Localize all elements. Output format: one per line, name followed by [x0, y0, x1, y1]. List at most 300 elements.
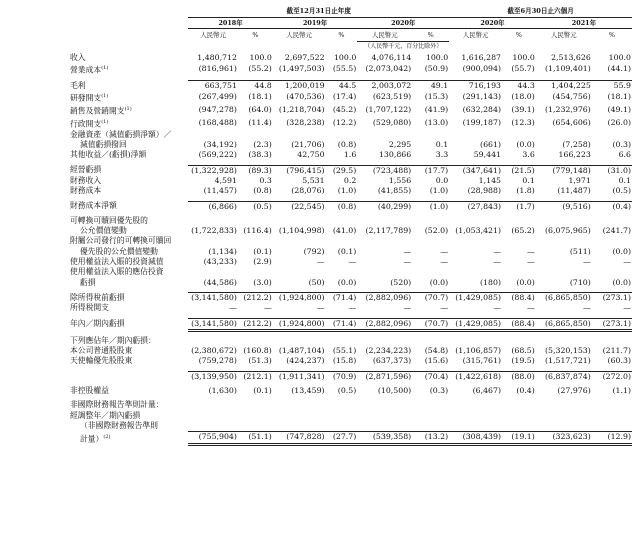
row-label-text: 所得稅開支: [70, 303, 109, 313]
percent-cell: (55.1): [332, 346, 357, 356]
row-label-text: 研發開支: [70, 93, 102, 103]
amount-cell: —: [493, 303, 501, 313]
amount-cell: (2,871,596): [357, 371, 412, 382]
percent-cell: 1.6: [343, 150, 357, 160]
amount-cell: (710): [569, 277, 591, 287]
year-header: 2018年: [188, 18, 272, 29]
amount-cell: (1,429,085): [449, 318, 502, 330]
amount-cell: [449, 421, 502, 432]
header-year-row: [70, 18, 632, 29]
row-label: [70, 201, 188, 212]
percent-cell: (0.3): [429, 385, 449, 395]
amount-cell: (11,457): [203, 186, 237, 196]
percent-cell: (0.0): [337, 277, 357, 287]
amount-cell: 1,145: [478, 175, 501, 185]
amount-cell: 2,295: [388, 140, 412, 150]
percent-cell: (70.7): [412, 292, 449, 303]
percent-cell: (2.9): [253, 257, 272, 267]
percent-cell: (60.3): [607, 356, 631, 366]
amount-cell: 1,200,019: [273, 80, 326, 91]
row-label: [70, 292, 188, 303]
amount-cell: (28,988): [467, 186, 501, 196]
row-label-text: 經調整年／期內虧損: [70, 410, 141, 420]
amount-cell: —: [493, 246, 501, 256]
percent-cell: 100.0: [608, 52, 631, 62]
amount-cell: (1,429,085): [449, 292, 502, 303]
header-unit-row: [70, 29, 632, 42]
amount-cell: (308,439): [449, 432, 502, 445]
unit-rmb: 人民幣元: [200, 31, 226, 40]
amount-cell: (520): [390, 277, 412, 287]
amount-cell: 1,404,225: [536, 80, 592, 91]
row-label: [70, 91, 188, 104]
percent-cell: (70.7): [412, 318, 449, 330]
table-row: [70, 421, 632, 432]
year-header: 2020年: [449, 18, 536, 29]
half-year-group-header: 截至6月30日止六個月: [449, 6, 632, 18]
table-row: [70, 186, 632, 196]
percent-cell: (0.8): [326, 201, 358, 212]
percent-cell: (212.2): [238, 318, 273, 330]
unit-rmb: 人民幣元: [462, 31, 489, 40]
percent-cell: (1.1): [612, 385, 631, 395]
amount-cell: [536, 130, 592, 140]
amount-cell: (2,380,672): [191, 346, 237, 356]
percent-cell: (68.5): [511, 346, 535, 356]
percent-cell: (241.7): [602, 226, 631, 236]
row-label-text: 其他收益／(虧損)淨額: [70, 150, 147, 160]
amount-cell: [536, 267, 592, 277]
row-label-text: 毛利: [70, 80, 86, 90]
percent-cell: (13.2): [412, 432, 449, 445]
percent-cell: (18.1): [248, 92, 272, 102]
amount-cell: (661): [480, 140, 501, 150]
amount-cell: 4,591: [214, 175, 237, 185]
percent-cell: (0.5): [337, 385, 357, 395]
percent-cell: (64.0): [248, 105, 272, 115]
percent-cell: (15.6): [424, 356, 449, 366]
amount-cell: (1,924,800): [273, 292, 326, 303]
amount-cell: (7,258): [562, 140, 591, 150]
percent-cell: [412, 267, 449, 277]
amount-cell: 2,697,522: [284, 52, 325, 62]
percent-cell: (65.2): [511, 226, 535, 236]
amount-cell: (792): [303, 246, 325, 256]
amount-cell: (3,141,580): [188, 292, 238, 303]
percent-cell: [502, 130, 536, 140]
amount-cell: (6,075,965): [545, 226, 591, 236]
percent-cell: (21.5): [502, 165, 536, 176]
percent-cell: (88.4): [502, 292, 536, 303]
percent-cell: (0.1): [337, 246, 357, 256]
row-label: [70, 80, 188, 91]
percent-cell: [238, 267, 273, 277]
percent-cell: [412, 400, 449, 410]
percent-cell: (31.0): [592, 165, 632, 176]
footnote-marker: (2): [103, 433, 111, 440]
amount-cell: (6,865,850): [536, 292, 592, 303]
percent-cell: 3.6: [522, 150, 535, 160]
percent-cell: (1.0): [412, 201, 449, 212]
amount-cell: (3,141,580): [188, 318, 238, 330]
footnote-marker: (1): [124, 105, 132, 112]
percent-cell: (1.0): [337, 186, 357, 196]
amount-cell: (315,761): [462, 356, 501, 366]
amount-cell: —: [582, 303, 591, 313]
amount-cell: (328,238): [286, 118, 325, 128]
table-row: [70, 226, 632, 236]
amount-cell: (539,358): [357, 432, 412, 445]
amount-cell: 1,556: [388, 175, 412, 185]
amount-cell: 1,616,287: [461, 52, 501, 62]
amount-cell: (723,488): [357, 165, 412, 176]
amount-cell: —: [316, 257, 325, 267]
amount-cell: [449, 236, 502, 246]
percent-cell: (55.5): [332, 64, 357, 74]
percent-cell: [326, 421, 358, 432]
amount-cell: (6,837,874): [536, 371, 592, 382]
amount-cell: (2,073,042): [365, 64, 412, 74]
row-label: [70, 216, 188, 226]
amount-cell: (27,843): [449, 201, 502, 212]
amount-cell: —: [582, 257, 591, 267]
table-row: [70, 236, 632, 246]
unit-pct: %: [252, 31, 259, 40]
percent-cell: 0.1: [435, 140, 449, 150]
unit-note: （人民幣千元，百分比除外）: [357, 42, 449, 53]
amount-cell: [188, 267, 238, 277]
row-label-text: 財務成本淨額: [70, 201, 117, 211]
percent-cell: [502, 236, 536, 246]
table-row: [70, 176, 632, 186]
percent-cell: (29.5): [326, 165, 358, 176]
percent-cell: [592, 130, 632, 140]
percent-cell: [326, 236, 358, 246]
percent-cell: 44.5: [326, 80, 358, 91]
percent-cell: (71.4): [326, 292, 358, 303]
amount-cell: [273, 236, 326, 246]
amount-cell: 1,480,712: [197, 52, 237, 62]
table-row: [70, 371, 632, 382]
table-row: [70, 104, 632, 117]
amount-cell: (454,756): [552, 92, 591, 102]
percent-cell: (0.8): [337, 140, 357, 150]
amount-cell: [273, 411, 326, 421]
amount-cell: (9,516): [536, 201, 592, 212]
amount-cell: 166,223: [558, 150, 591, 160]
row-label: [70, 318, 188, 330]
percent-cell: (0.8): [253, 186, 272, 196]
row-label: [70, 63, 188, 76]
percent-cell: (0.5): [238, 201, 273, 212]
amount-cell: [188, 411, 238, 421]
percent-cell: [412, 421, 449, 432]
amount-cell: [357, 421, 412, 432]
table-row: [70, 356, 632, 366]
amount-cell: [449, 411, 502, 421]
percent-cell: (89.3): [238, 165, 273, 176]
amount-cell: (796,415): [273, 165, 326, 176]
amount-cell: (3,139,950): [188, 371, 238, 382]
amount-cell: (1,232,976): [545, 105, 591, 115]
row-label-text: 金融資產（減值虧損淨額）／: [70, 129, 172, 139]
row-label-text: 使用權益法入賬的投資減值: [70, 257, 164, 267]
amount-cell: (50): [308, 277, 325, 287]
amount-cell: (529,080): [372, 118, 412, 128]
unit-rmb: 人民幣元: [551, 31, 577, 40]
amount-cell: (1,517,721): [545, 356, 591, 366]
percent-cell: [238, 400, 273, 410]
percent-cell: (19.1): [502, 432, 536, 445]
table-row: [70, 346, 632, 356]
amount-cell: 42,750: [297, 150, 325, 160]
amount-cell: (747,828): [273, 432, 326, 445]
amount-cell: —: [403, 303, 412, 313]
amount-cell: (291,143): [462, 92, 501, 102]
amount-cell: (6,467): [472, 385, 501, 395]
row-label: [70, 400, 188, 410]
amount-cell: (1,497,503): [278, 64, 325, 74]
amount-cell: [449, 400, 502, 410]
percent-cell: [326, 411, 358, 421]
percent-cell: 44.3: [502, 80, 536, 91]
amount-cell: (347,641): [449, 165, 502, 176]
percent-cell: (17.4): [332, 92, 357, 102]
row-label: [70, 356, 188, 366]
percent-cell: [502, 216, 536, 226]
amount-cell: [449, 336, 502, 346]
row-label: [70, 117, 188, 130]
percent-cell: 6.6: [618, 150, 631, 160]
amount-cell: [188, 336, 238, 346]
percent-cell: (55.2): [248, 64, 272, 74]
percent-cell: —: [623, 303, 631, 313]
percent-cell: 3.3: [435, 150, 449, 160]
row-label: [70, 386, 188, 396]
percent-cell: (0.0): [429, 277, 449, 287]
table-row: [70, 216, 632, 226]
amount-cell: [273, 421, 326, 432]
amount-cell: (28,076): [291, 186, 325, 196]
row-label: [70, 53, 188, 63]
amount-cell: [188, 216, 238, 226]
amount-cell: [357, 267, 412, 277]
amount-cell: (1,630): [208, 385, 237, 395]
percent-cell: (212.2): [238, 292, 273, 303]
row-label-text: 年內／期內虧損: [70, 319, 125, 328]
amount-cell: [449, 216, 502, 226]
amount-cell: 130,866: [378, 150, 412, 160]
amount-cell: (1,218,704): [278, 105, 325, 115]
amount-cell: (569,222): [198, 150, 237, 160]
percent-cell: (0.0): [612, 277, 631, 287]
percent-cell: (17.7): [412, 165, 449, 176]
percent-cell: 55.9: [592, 80, 632, 91]
percent-cell: (211.7): [602, 346, 631, 356]
row-label: [70, 226, 188, 236]
percent-cell: —: [527, 303, 535, 313]
amount-cell: (2,117,789): [365, 226, 412, 236]
percent-cell: (51.3): [248, 356, 272, 366]
percent-cell: —: [440, 246, 449, 256]
table-row: [70, 91, 632, 104]
percent-cell: —: [348, 303, 357, 313]
percent-cell: 0.1: [618, 175, 631, 185]
table-row: [70, 400, 632, 410]
percent-cell: (0.4): [516, 385, 535, 395]
percent-cell: (1.0): [429, 186, 449, 196]
amount-cell: (900,094): [462, 64, 501, 74]
percent-cell: (273.1): [592, 318, 632, 330]
amount-cell: —: [493, 257, 501, 267]
percent-cell: [592, 400, 632, 410]
percent-cell: (27.7): [326, 432, 358, 445]
row-label-text: 銷售及營銷開支: [70, 106, 125, 116]
percent-cell: [238, 411, 273, 421]
row-label-text: 營業成本: [70, 65, 102, 75]
unit-pct: %: [338, 31, 345, 40]
percent-cell: (18.0): [511, 92, 535, 102]
amount-cell: (267,499): [198, 92, 237, 102]
amount-cell: 4,076,114: [371, 52, 412, 62]
amount-cell: [188, 421, 238, 432]
percent-cell: [592, 421, 632, 432]
year-header: 2021年: [536, 18, 632, 29]
percent-cell: [326, 216, 358, 226]
percent-cell: (88.0): [502, 371, 536, 382]
amount-cell: [536, 400, 592, 410]
table-row: [70, 130, 632, 140]
amount-cell: (759,278): [198, 356, 237, 366]
table-row: [70, 63, 632, 76]
row-label: [70, 303, 188, 313]
percent-cell: (15.3): [424, 92, 449, 102]
percent-cell: (55.7): [511, 64, 535, 74]
amount-cell: (34,192): [203, 140, 237, 150]
amount-cell: (1,053,421): [455, 226, 501, 236]
row-label-text: 行政開支: [70, 119, 102, 129]
row-label: [70, 130, 188, 140]
amount-cell: (6,865,850): [536, 318, 592, 330]
row-label: [70, 278, 188, 288]
percent-cell: 100.0: [333, 52, 357, 62]
unit-pct: %: [515, 31, 522, 40]
income-statement-table: [70, 6, 632, 446]
table-row: [70, 257, 632, 267]
percent-cell: (18.1): [607, 92, 631, 102]
row-label-text: 使用權益法入賬的應佔投資: [70, 267, 164, 277]
amount-cell: [273, 400, 326, 410]
percent-cell: [502, 421, 536, 432]
unit-rmb: 人民幣元: [286, 31, 312, 40]
amount-cell: [188, 130, 238, 140]
amount-cell: (44,586): [203, 277, 237, 287]
unit-rmb: 人民幣元: [371, 31, 398, 40]
year-end-group-header: 截至12月31日止年度: [188, 6, 449, 18]
footnote-marker: (1): [101, 64, 109, 71]
percent-cell: [238, 130, 273, 140]
amount-cell: (1,924,800): [273, 318, 326, 330]
amount-cell: (199,187): [462, 118, 501, 128]
row-label-text: 可轉換可贖回優先股的: [70, 215, 148, 225]
percent-cell: (11.4): [248, 118, 272, 128]
header-note-row: [70, 42, 632, 53]
amount-cell: (40,299): [357, 201, 412, 212]
amount-cell: (1,707,122): [365, 105, 412, 115]
table-row: [70, 150, 632, 160]
amount-cell: 716,193: [449, 80, 502, 91]
amount-cell: (623,519): [372, 92, 412, 102]
amount-cell: (6,866): [188, 201, 238, 212]
table-body: [70, 6, 632, 445]
table-row: [70, 292, 632, 303]
percent-cell: (45.2): [332, 105, 357, 115]
row-label-text: 非國際財務報告準則計量：: [70, 400, 164, 410]
percent-cell: (54.8): [424, 346, 449, 356]
percent-cell: 100.0: [249, 52, 272, 62]
table-row: [70, 267, 632, 277]
amount-cell: (947,278): [198, 105, 237, 115]
amount-cell: (779,148): [536, 165, 592, 176]
percent-cell: (13.0): [424, 118, 449, 128]
percent-cell: 100.0: [425, 52, 449, 62]
amount-cell: (632,284): [462, 105, 501, 115]
percent-cell: [238, 336, 273, 346]
row-label: [70, 150, 188, 160]
row-label: [70, 247, 188, 257]
amount-cell: [357, 336, 412, 346]
row-label: [70, 140, 188, 150]
percent-cell: 0.1: [522, 175, 535, 185]
table-row: [70, 411, 632, 421]
percent-cell: —: [440, 303, 449, 313]
amount-cell: (21,706): [291, 140, 325, 150]
row-label: [70, 421, 188, 432]
percent-cell: [238, 236, 273, 246]
amount-cell: (168,488): [198, 118, 237, 128]
percent-cell: —: [527, 257, 535, 267]
percent-cell: (41.0): [332, 226, 357, 236]
row-label-text: 除所得稅前虧損: [70, 292, 125, 302]
amount-cell: [188, 400, 238, 410]
amount-cell: 2,003,072: [357, 80, 412, 91]
amount-cell: 59,441: [473, 150, 501, 160]
percent-cell: —: [263, 303, 272, 313]
percent-cell: (1.7): [502, 201, 536, 212]
amount-cell: (1,134): [208, 246, 237, 256]
percent-cell: (88.4): [502, 318, 536, 330]
row-label: [70, 336, 188, 346]
amount-cell: (323,623): [536, 432, 592, 445]
table-row: [70, 386, 632, 396]
percent-cell: (0.0): [516, 277, 535, 287]
amount-cell: 663,751: [188, 80, 238, 91]
percent-cell: (0.3): [612, 140, 631, 150]
percent-cell: (12.9): [592, 432, 632, 445]
row-label: [70, 104, 188, 117]
amount-cell: 1,971: [568, 175, 591, 185]
percent-cell: [592, 267, 632, 277]
amount-cell: —: [403, 246, 412, 256]
amount-cell: (1,422,618): [449, 371, 502, 382]
percent-cell: (0.1): [253, 246, 272, 256]
percent-cell: (39.1): [511, 105, 535, 115]
amount-cell: (654,606): [552, 118, 591, 128]
table-row: [70, 432, 632, 445]
percent-cell: [592, 216, 632, 226]
percent-cell: (51.1): [238, 432, 273, 445]
amount-cell: (755,904): [188, 432, 238, 445]
